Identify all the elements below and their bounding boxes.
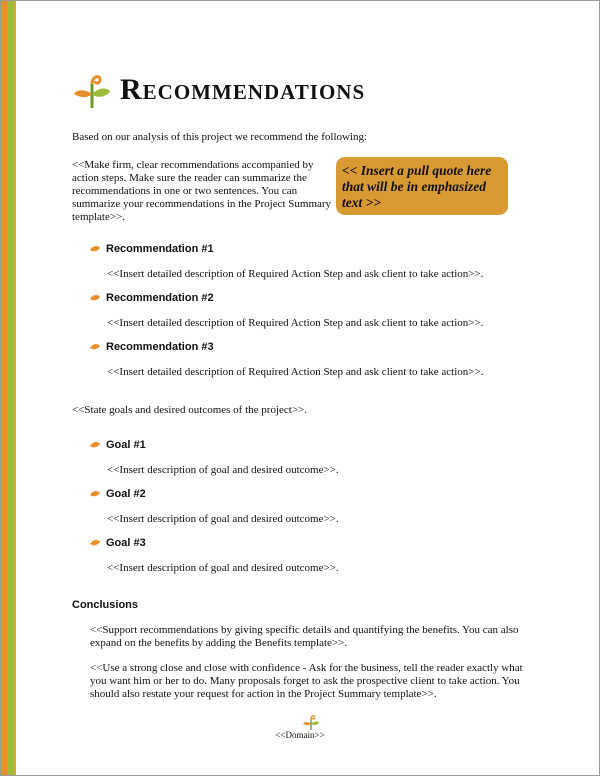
recommendation-3-desc: <<Insert detailed description of Required Action Step and ask client to take action>>.	[107, 366, 484, 378]
recommendation-label: Recommendation #2	[106, 292, 214, 304]
pull-quote: << Insert a pull quote here that will be in emphasized text >>	[336, 157, 508, 215]
left-stripe-green	[7, 1, 14, 775]
conclusions-heading: Conclusions	[72, 599, 139, 611]
goal-1-desc: <<Insert description of goal and desired outcome>>.	[107, 464, 339, 476]
goal-3-desc: <<Insert description of goal and desired outcome>>.	[107, 562, 339, 574]
recommendation-2-desc: <<Insert detailed description of Required Action Step and ask client to take action>>.	[107, 317, 484, 329]
leaf-bullet-icon	[90, 294, 100, 302]
footer-domain: <<Domain>>	[275, 730, 325, 740]
goal-2-title	[90, 488, 146, 500]
sprout-icon	[72, 70, 112, 110]
goal-1-title	[90, 439, 146, 451]
page-title: Recommendations	[120, 73, 366, 106]
leaf-bullet-icon	[90, 441, 100, 449]
recommendation-3-title	[90, 341, 214, 353]
leaf-bullet-icon	[90, 490, 100, 498]
recommendation-1-title	[90, 243, 214, 255]
leaf-bullet-icon	[90, 539, 100, 547]
goal-label: Goal #2	[106, 488, 146, 500]
goal-label: Goal #3	[106, 537, 146, 549]
intro-text: Based on our analysis of this project we recommend the following:	[72, 131, 368, 143]
recommendation-1-desc: <<Insert detailed description of Required Action Step and ask client to take action>>.	[107, 268, 484, 280]
goal-label: Goal #1	[106, 439, 146, 451]
lead-paragraph: <<Make firm, clear recommendations accompanied by action steps. Make sure the reader can summarize the recommendations in one or two sentences. You can summarize your recommendations in the Project Summary template>>.	[72, 159, 332, 223]
conclusions-paragraph-2: <<Use a strong close and close with confidence - Ask for the business, tell the reader exactly what you want him or her to do. Many proposals forget to ask the prospective client to take action. You should also restate your request for action in the Project Summary template>>.	[90, 662, 523, 700]
goal-2-desc: <<Insert description of goal and desired outcome>>.	[107, 513, 339, 525]
leaf-bullet-icon	[90, 343, 100, 351]
leaf-bullet-icon	[90, 245, 100, 253]
left-stripe-accent	[14, 1, 16, 775]
recommendation-label: Recommendation #3	[106, 341, 214, 353]
page-heading	[72, 70, 365, 110]
footer-sprout-icon	[302, 712, 320, 732]
recommendation-label: Recommendation #1	[106, 243, 214, 255]
goals-note: <<State goals and desired outcomes of the project>>.	[72, 404, 307, 416]
conclusions-paragraph-1: <<Support recommendations by giving specific details and quantifying the benefits. You can also expand on the benefits by adding the Benefits template>>.	[90, 624, 519, 649]
goal-3-title	[90, 537, 146, 549]
recommendation-2-title	[90, 292, 214, 304]
